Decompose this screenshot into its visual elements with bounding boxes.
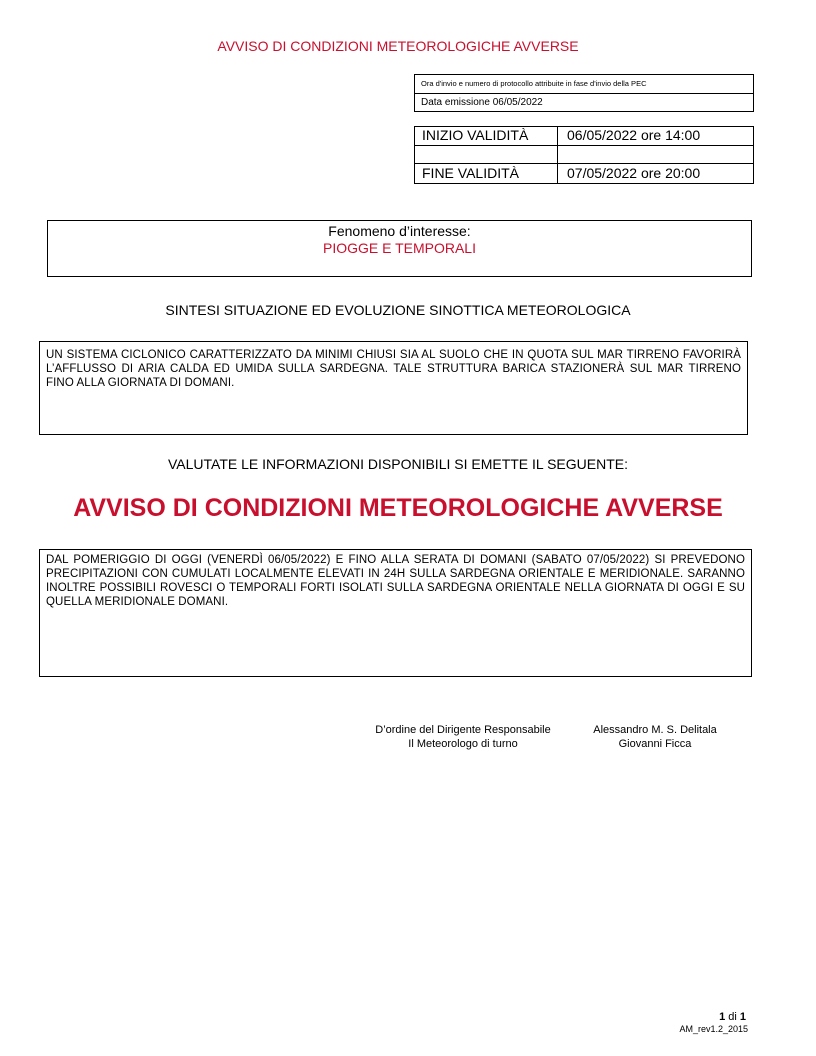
- protocol-note: Ora d'invio e numero di protocollo attribuite in fase d'invio della PEC: [415, 75, 753, 94]
- pec-info-box: [414, 74, 754, 112]
- validity-column-divider: [557, 127, 558, 183]
- page-number: [719, 1011, 746, 1023]
- warning-text-box: DAL POMERIGGIO DI OGGI (VENERDÌ 06/05/2022) E FINO ALLA SERATA DI DOMANI (SABATO 07/05/2022) SI PREVEDONO PRECIPITAZIONI CON CUMULATI LOCALMENTE ELEVATI IN 24H SULLA SARDEGNA ORIENTALE E MERIDIONALE. SARANNO INOLTRE POSSIBILI ROVESCI O TEMPORALI FORTI ISOLATI SULLA SARDEGNA ORIENTALE NELLA GIORNATA DI OGGI E SU QUELLA MERIDIONALE DOMANI.: [39, 549, 752, 677]
- signature-name-1: Alessandro M. S. Delitala: [593, 724, 717, 736]
- phenomenon-value: PIOGGE E TEMPORALI: [322, 240, 476, 256]
- page-total: 1: [739, 1011, 746, 1023]
- signature-role-1: D’ordine del Dirigente Responsabile: [375, 724, 551, 736]
- validity-start-value: 06/05/2022 ore 14:00: [567, 127, 701, 143]
- synopsis-title: SINTESI SITUAZIONE ED EVOLUZIONE SINOTTICA METEOROLOGICA: [165, 302, 631, 318]
- revision-code: AM_rev1.2_2015: [679, 1024, 748, 1034]
- phenomenon-box: [47, 220, 752, 277]
- validity-row-divider: [415, 163, 753, 164]
- warning-title: AVVISO DI CONDIZIONI METEOROLOGICHE AVVERSE: [73, 494, 723, 522]
- validity-end-value: 07/05/2022 ore 20:00: [567, 165, 701, 181]
- signature-role-2: Il Meteorologo di turno: [408, 738, 518, 750]
- phenomenon-label: Fenomeno d’interesse:: [328, 223, 471, 239]
- page-separator: di: [728, 1011, 737, 1023]
- validity-end-label: FINE VALIDITÀ: [422, 165, 519, 181]
- validity-table: [414, 126, 754, 184]
- synopsis-text-box: UN SISTEMA CICLONICO CARATTERIZZATO DA MINIMI CHIUSI SIA AL SUOLO CHE IN QUOTA SUL MAR TIRRENO FAVORIRÀ L’AFFLUSSO DI ARIA CALDA ED UMIDA SULLA SARDEGNA. TALE STRUTTURA BARICA STAZIONERÀ SUL MAR TIRRENO FINO ALLA GIORNATA DI DOMANI.: [39, 341, 748, 435]
- validity-start-label: INIZIO VALIDITÀ: [422, 127, 529, 143]
- validity-row-divider: [415, 145, 753, 146]
- evaluation-intro: VALUTATE LE INFORMAZIONI DISPONIBILI SI EMETTE IL SEGUENTE:: [167, 456, 628, 472]
- emission-date: Data emissione 06/05/2022: [421, 97, 543, 108]
- page-current: 1: [719, 1011, 726, 1023]
- document-title: AVVISO DI CONDIZIONI METEOROLOGICHE AVVERSE: [217, 38, 579, 54]
- signature-name-2: Giovanni Ficca: [618, 738, 692, 750]
